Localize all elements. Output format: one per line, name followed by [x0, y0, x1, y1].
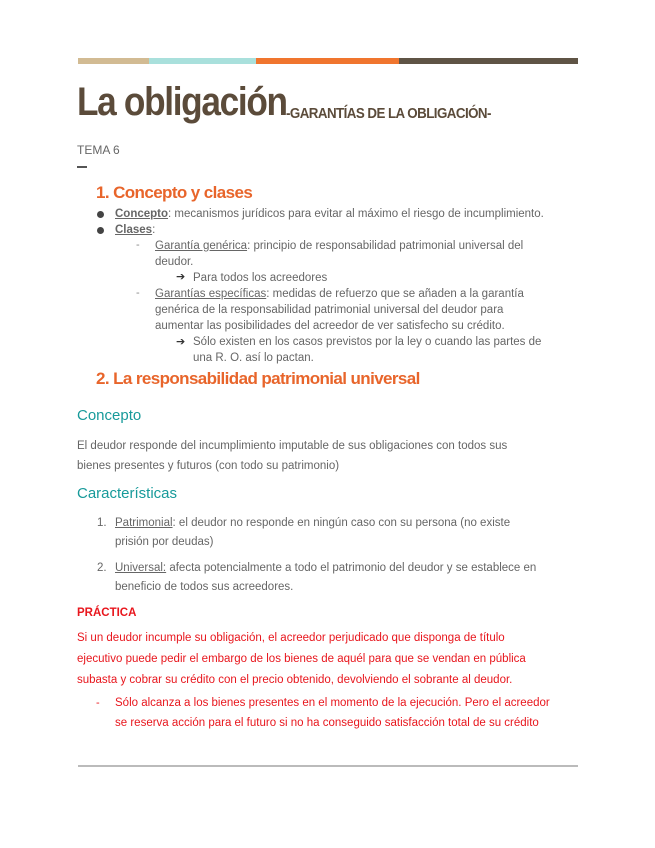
- practica-dash-1: Sólo alcanza a los bienes presentes en el momento de la ejecución. Pero el acreedor: [115, 697, 550, 709]
- concepto-paragraph-1: El deudor responde del incumplimiento imputable de sus obligaciones con todos sus: [77, 440, 508, 452]
- clases-term: Clases: [115, 224, 153, 236]
- item2-line-1: [115, 559, 536, 578]
- dash-bullet: -: [136, 287, 140, 299]
- generica-line-1: [155, 237, 523, 256]
- dash-bullet: -: [136, 239, 140, 251]
- color-segment-tan: [78, 58, 149, 64]
- item1-term: Patrimonial: [115, 517, 173, 529]
- concepto-bullet: [115, 205, 544, 224]
- list-number: 2.: [97, 562, 107, 574]
- concepto-text: : mecanismos jurídicos para evitar al máximo el riesgo de incumplimiento.: [168, 208, 544, 220]
- dash-bullet: -: [96, 697, 100, 709]
- generica-text-2: deudor.: [155, 256, 194, 268]
- generica-term: Garantía genérica: [155, 240, 248, 252]
- especificas-sub-1: Sólo existen en los casos previstos por la ley o cuando las partes de: [193, 336, 542, 348]
- especificas-text-2: genérica de la responsabilidad patrimonial universal del deudor para: [155, 304, 504, 316]
- arrow-right-icon: ➔: [176, 271, 186, 283]
- title-main: La obligación: [77, 80, 287, 124]
- clases-bullet: [115, 221, 155, 240]
- concepto-paragraph-2: bienes presentes y futuros (con todo su patrimonio): [77, 460, 340, 472]
- color-segment-orange: [256, 58, 399, 64]
- item1-text-2: prisión por deudas): [115, 536, 214, 548]
- color-segment-brown: [399, 58, 578, 64]
- practica-label: PRÁCTICA: [77, 607, 137, 619]
- bottom-divider: [78, 765, 578, 767]
- header-color-bar: [78, 58, 578, 64]
- practica-paragraph-1: Si un deudor incumple su obligación, el acreedor perjudicado que disponga de título: [77, 632, 505, 644]
- section1-heading: 1. Concepto y clases: [96, 183, 253, 202]
- especificas-text-3: aumentar las posibilidades del acreedor de ver satisfecho su crédito.: [155, 320, 505, 332]
- practica-paragraph-3: subasta y cobrar su crédito con el precio obtenido, devolviendo el sobrante al deudor.: [77, 674, 513, 686]
- especificas-term: Garantías específicas: [155, 288, 267, 300]
- tema-label: TEMA 6: [77, 143, 120, 157]
- concepto-heading: Concepto: [77, 407, 142, 424]
- item2-text-1: afecta potencialmente a todo el patrimonio del deudor y se establece en: [166, 562, 537, 574]
- especificas-text-1: : medidas de refuerzo que se añaden a la garantía: [266, 288, 524, 300]
- caracteristicas-heading: Características: [77, 485, 178, 502]
- practica-dash-2: se reserva acción para el futuro si no ha conseguido satisfacción total de su crédito: [115, 717, 539, 729]
- list-number: 1.: [97, 517, 107, 529]
- color-segment-teal: [149, 58, 256, 64]
- title-subtitle: -GARANTÍAS DE LA OBLIGACIÓN-: [286, 106, 491, 122]
- arrow-right-icon: ➔: [176, 336, 186, 348]
- section2-heading: 2. La responsabilidad patrimonial universal: [96, 369, 420, 388]
- tema-underline: [77, 166, 87, 168]
- practica-paragraph-2: ejecutivo puede pedir el embargo de los bienes de aquél para que se vendan en pública: [77, 653, 526, 665]
- generica-text-1: : principio de responsabilidad patrimonial universal del: [247, 240, 524, 252]
- item2-text-2: beneficio de todos sus acreedores.: [115, 581, 294, 593]
- concepto-term: Concepto: [115, 208, 169, 220]
- document-title: [77, 80, 491, 125]
- item1-text-1: : el deudor no responde en ningún caso con su persona (no existe: [172, 517, 511, 529]
- especificas-sub-2: una R. O. así lo pactan.: [193, 352, 314, 364]
- clases-colon: :: [152, 224, 156, 236]
- generica-sub: Para todos los acreedores: [193, 272, 328, 284]
- bullet-dot: [97, 227, 104, 234]
- bullet-dot: [97, 211, 104, 218]
- item2-term: Universal:: [115, 562, 167, 574]
- item1-line-1: [115, 514, 510, 533]
